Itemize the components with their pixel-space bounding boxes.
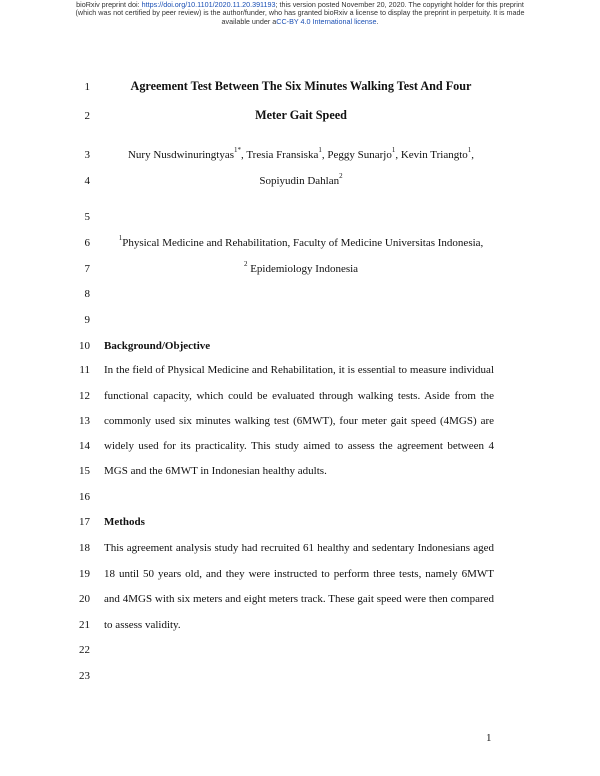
section-heading-background: Background/Objective	[104, 340, 211, 352]
affiliation-2: $^2$ Epidemiology Indonesia	[243, 260, 359, 275]
body-line: functional capacity, which could be evaluated through walking tests. Aside from the	[104, 390, 494, 402]
body-line: This agreement analysis study had recruited 61 healthy and sedentary Indonesians aged	[104, 542, 494, 554]
body-line: commonly used six minutes walking test (6MWT), four meter gait speed (4MGS) are	[104, 415, 494, 427]
author-name: Kevin Triangto	[400, 149, 468, 161]
line-number: 12	[79, 390, 90, 402]
paper-title-line-1: Agreement Test Between The Six Minutes Walking Test And Four	[130, 79, 472, 93]
line-number: 22	[79, 644, 90, 656]
line-number: 16	[79, 491, 90, 503]
author-name: Sopiyudin Dahlan	[259, 175, 340, 187]
body-line: MGS and the 6MWT in Indonesian healthy adults.	[104, 465, 327, 477]
line-number: 23	[79, 670, 90, 682]
line-number: 7	[84, 263, 90, 275]
header-line-3: available under aCC-BY 4.0 International license.	[221, 16, 379, 26]
line-number: 21	[79, 619, 90, 631]
line-number: 13	[79, 415, 90, 427]
line-number: 3	[84, 149, 90, 161]
body-line: and 4MGS with six meters and eight meters track. These gait speed were then compared	[104, 593, 494, 605]
author-name: Tresia Fransiska	[246, 149, 319, 161]
doi-link[interactable]: https://doi.org/10.1101/2020.11.20.391193	[141, 0, 276, 9]
line-number: 1	[84, 81, 90, 93]
page-number: 1	[486, 732, 492, 744]
body-line: widely used for its practicality. This study aimed to assess the agreement between 4	[104, 440, 494, 452]
line-number: 9	[84, 314, 90, 326]
author-list-cont: Sopiyudin Dahlan$^2$	[259, 172, 343, 187]
line-number: 4	[84, 175, 90, 187]
line-number: 18	[79, 542, 90, 554]
line-number: 2	[84, 110, 90, 122]
line-number: 17	[79, 516, 90, 528]
paper-title-line-2: Meter Gait Speed	[255, 108, 347, 122]
line-number: 15	[79, 465, 90, 477]
line-number: 20	[79, 593, 90, 605]
line-number: 6	[84, 237, 90, 249]
license-link[interactable]: CC-BY 4.0 International license	[276, 16, 377, 26]
affiliation-1: $^1$Physical Medicine and Rehabilitation, Faculty of Medicine Universitas Indonesia,	[118, 234, 484, 249]
section-heading-methods: Methods	[104, 516, 145, 528]
author-name: Nury Nusdwinuringtyas	[127, 149, 235, 161]
header-line-1: bioRxiv preprint doi: https://doi.org/10.1101/2020.11.20.391193; this version posted November 20, 2020. The copyright holder for this preprint	[76, 0, 524, 9]
header-line-2: (which was not certified by peer review) is the author/funder, who has granted bioRxiv a license to display the preprint in perpetuity. It is made	[75, 8, 525, 18]
preprint-header	[0, 1, 600, 26]
author-list: Nury Nusdwinuringtyas$^{1*}$, Tresia Fransiska$^1$, Peggy Sunarjo$^1$, Kevin Triangto$^1$,	[127, 146, 475, 161]
line-number: 14	[79, 440, 90, 452]
body-line: 18 until 50 years old, and they were instructed to perform three tests, namely 6MWT	[104, 568, 494, 580]
body-line: In the field of Physical Medicine and Rehabilitation, it is essential to measure individual	[104, 364, 494, 376]
line-number: 8	[84, 288, 90, 300]
body-line: to assess validity.	[104, 619, 181, 631]
line-number: 19	[79, 568, 90, 580]
line-number: 5	[84, 211, 90, 223]
author-name: Peggy Sunarjo	[327, 149, 392, 161]
line-number: 11	[79, 364, 90, 376]
line-number: 10	[79, 340, 90, 352]
